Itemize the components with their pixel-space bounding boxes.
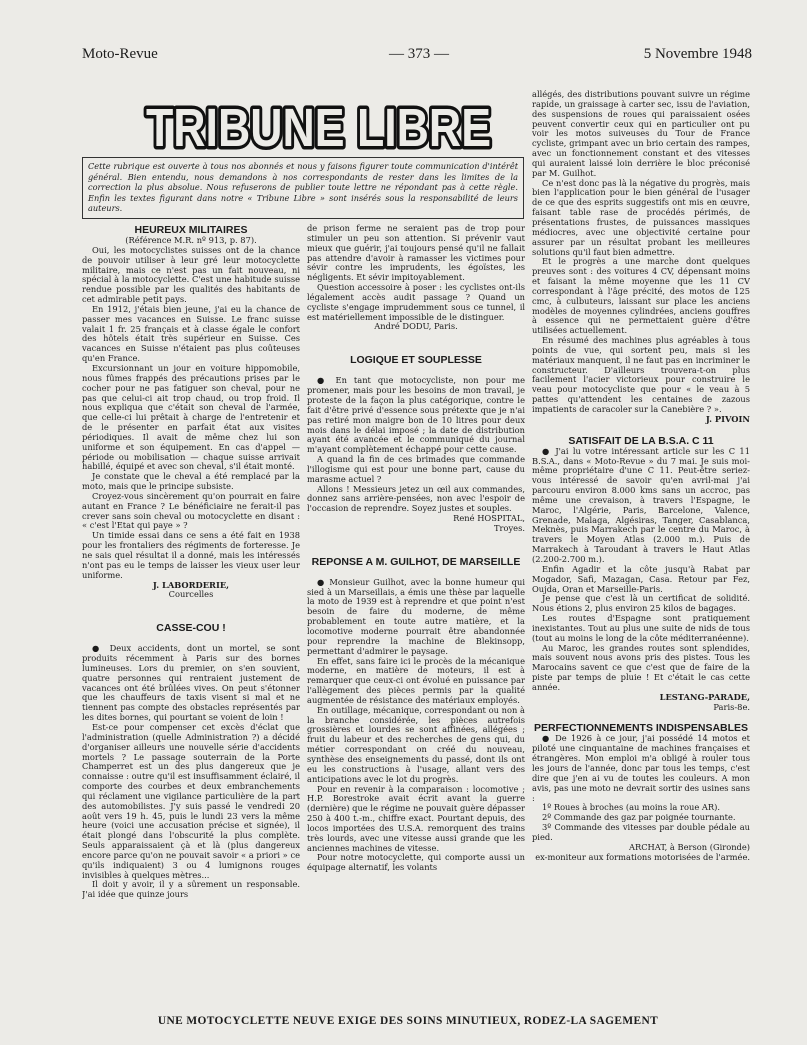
page-header bbox=[82, 46, 752, 70]
paragraph: Les routes d'Espagne sont pratiquement inexistantes. Tout au plus une suite de nids de tous (tout au moins le long de la côte méditerranéenne). bbox=[532, 613, 750, 643]
paragraph: ● J'ai lu votre intéressant article sur les C 11 B.S.A., dans « Moto-Revue » du 7 mai. Je suis moi-même propriétaire d'une C 11. Peut-être seriez-vous intéressé de savoir qu'en avril-mai j'ai parcouru environ 8.000 kms sans un accroc, pas même une crevaison, à travers l'Espagne, le Maroc, l'Algérie, Paris, Barcelone, Valence, Grenade, Malaga, Algésiras, Tanger, Casablanca, Meknès, puis Marrakech par le centre du Maroc, à travers le Moyen Atlas (2.000 m.). Puis de Marrakech à Taroudant à travers le Haut Atlas (2.200-2.700 m.). bbox=[532, 447, 750, 565]
column-3 bbox=[532, 90, 750, 1004]
paragraph: ● De 1926 à ce jour, j'ai possédé 14 motos et piloté une cinquantaine de machines françaises et étrangères. Mon emploi m'a obligé à rouler tous les jours de l'année, donc par tous les temps, c'est dire que j'en ai vu de toutes les couleurs. A mon avis, pas une moto ne devrait sortir des usines sans : bbox=[532, 734, 750, 803]
paragraph: Est-ce pour compenser cet excès d'éclat que l'administration (quelle Administration ?) a décidé d'organiser ailleurs une nouvelle série d'accidents mortels ? Le passage souterrain de la Porte Champerret est un des plus dangereux que je connaisse : outre qu'il est insuffisamment éclairé, il comporte des courbes et deux embranchements qui réclament une vigilance particulière de la part des automobilistes. J'y suis passé le vendredi 20 août vers 19 h. 45, puis le lundi 23 vers la même heure (voici une accusation précise et signée), il était plongé dans l'obscurité la plus complète. Seuls apparaissaient çà et là (plus dangereux encore parce qu'on ne pouvait savoir « a priori » ce qu'ils indiquaient) 3 ou 4 lumignons rouges invisibles à quelques mètres... bbox=[82, 721, 300, 880]
article-reference: (Référence M.R. nº 913, p. 87). bbox=[125, 235, 257, 245]
paragraph: Pour en revenir à la comparaison : locomotive ; H.P. Borestroke avait écrit avant la guerre (dernière) que le régime ne pouvait guère dépasser 250 à 400 t.-m., chiffre exact. Pourtant depuis, des locos importées des U.S.A. remorquent des trains très lourds, avec une vitesse aussi grande que les anciennes machines de vitesse. bbox=[307, 783, 525, 853]
author-place: Courcelles bbox=[168, 589, 214, 600]
author-signature: J. LABORDERIE, bbox=[152, 579, 230, 590]
paragraph: Un timide essai dans ce sens a été fait en 1938 pour les frontaliers des régiments de forteresse. Je ne sais quel résultat il a donné, mais les intéressés n'ont pas eu le temps de laisser les vieux user leur uniforme. bbox=[82, 530, 300, 580]
paragraph: Au Maroc, les grandes routes sont splendides, mais souvent nous avons pris des pistes. Tous les Marocains savent ce que c'est que de faire de la piste par temps de pluie ! Et c'était le cas cette année. bbox=[532, 642, 750, 692]
author-signature: LESTANG-PARADE, bbox=[659, 691, 750, 702]
paragraph: Enfin Agadir et la côte jusqu'à Rabat par Mogador, Safi, Mazagan, Casa. Retour par Fez, Oujda, Oran et Marseille-Paris. bbox=[532, 563, 750, 594]
paragraph: A quand la fin de ces brimades que commande l'illogisme qui est pour une bonne part, cause du marasme actuel ? bbox=[307, 454, 525, 484]
paragraph: Et le progrès a une marche dont quelques preuves sont : des voitures 4 CV, dépensant moins et faisant la même moyenne que les 11 CV correspondant à l'âge précité, des motos de 125 cmc, à culbuteurs, laissant sur place les anciens modèles de moyennes cylindrées, anciens gouffres à essence qui ne permettaient guère d'être utilisées actuellement. bbox=[532, 256, 750, 336]
author-place: Troyes. bbox=[494, 522, 525, 533]
paragraph: En outillage, mécanique, correspondant ou non à la branche considérée, les pièces autrefois grossières et lourdes se sont affinées, allégées ; fruit du labeur et des recherches de gens qui, du métier correspondant on créé du nouveau, synthèse des enseignements du passé, dont ils ont eu les constructions à l'usage, allant vers des anticipations avec le lot du progrès. bbox=[307, 704, 525, 784]
paragraph: Je constate que le cheval a été remplacé par la moto, mais que le principe subsiste. bbox=[82, 471, 300, 492]
paragraph: Ce n'est donc pas là la négative du progrès, mais bien l'application pour le bien général de l'usager de ce que des esprits suggestifs ont mis en œuvre, faisant table rase de procédés périmés, de présentations frustes, de puissances massiques médiocres, avec une objectivité certaine pour assurer par un résultat probant les meilleures solutions qu'il faut bien admettre. bbox=[532, 177, 750, 257]
tribune-libre-logo bbox=[140, 90, 500, 160]
page-footer-slogan: UNE MOTOCYCLETTE NEUVE EXIGE DES SOINS MINUTIEUX, RODEZ-LA SAGEMENT bbox=[157, 1015, 659, 1027]
author-place: ex-moniteur aux formations motorisées de l'armée. bbox=[535, 851, 750, 862]
paragraph: ● Monsieur Guilhot, avec la bonne humeur qui sied à un Marseillais, a émis une thèse par laquelle la moto de 1939 est à reprendre et que point n'est besoin de faire du moderne, de même probablement en toute autre matière, et la locomotive moderne pourrait être abandonnée pour reprendre la machine de Blekinsopp, permettant d'admirer le paysage. bbox=[307, 578, 525, 657]
paragraph: Croyez-vous sincèrement qu'on pourrait en faire autant en France ? Le bénéficiaire ne ferait-il pas crever sans soin cheval ou motocyclette en disant : « c'est l'Etat qui paye » ? bbox=[82, 490, 300, 531]
paragraph: En 1912, j'étais bien jeune, j'ai eu la chance de passer mes vacances en Suisse. Le franc suisse valait 1 fr. 25 français et à classe égale le confort des hôtels était très supérieur en Suisse. Ces vacances en Suisse n'étaient pas plus coûteuses qu'en France. bbox=[82, 303, 300, 364]
author-signature: René HOSPITAL, bbox=[453, 513, 525, 524]
paragraph: ● En tant que motocycliste, non pour me promener, mais pour les besoins de mon travail, je proteste de la façon la plus catégorique, contre le fait d'être privé d'essence sous prétexte que je n'ai pas retiré mon maigre bon de 10 litres pour deux mois dans le délai imposé ; la date de distribution ayant été avancée et le communiqué du journal m'ayant complètement échappé pour cette cause. bbox=[307, 376, 525, 455]
page-number: — 373 — bbox=[389, 46, 449, 62]
paragraph: Il doit y avoir, il y a sûrement un responsable. J'ai idée que quinze jours bbox=[82, 879, 300, 900]
paragraph: Excursionnant un jour en voiture hippomobile, nous fûmes frappés des précautions prises par le cocher pour ne pas fatiguer son cheval, pour ne pas que celui-ci ait trop chaud, ou trop froid. Il nous expliqua que c'était son cheval de l'armée, que celle-ci lui prêtait à charge de l'entretenir et de le présenter en parfait état aux visites périodiques. Il avait de même chez lui son uniforme et son équipement. En cas d'appel — période ou mobilisation — chaque suisse arrivait habillé, équipé et avec son cheval, s'il était monté. bbox=[82, 362, 300, 472]
paragraph: 2º Commande des gaz par poignée tournante. bbox=[542, 812, 736, 823]
svg-text:TRIBUNE LIBRE: TRIBUNE LIBRE bbox=[146, 98, 491, 158]
paragraph: En résumé des machines plus agréables à tous points de vue, qui sortent peu, mais si les matériaux manquent, il ne faut pas en incriminer le constructeur. D'ailleurs trouvera-t-on plus facilement l'acier victorieux pour construire le veau pour motocycliste que pour « le veau à 5 pattes qu'attendent les centaines de zazous impatients de caracoler sur la Canebière ? ». bbox=[532, 335, 750, 414]
article-title-heureux-militaires: HEUREUX MILITAIRES bbox=[134, 224, 248, 236]
author-place: Paris-8e. bbox=[713, 701, 750, 712]
paragraph: Allons ! Messieurs jetez un œil aux commandes, donnez sans arrière-pensées, non avec l'espoir de l'occasion de reprendre. Soyez justes et souples. bbox=[307, 483, 525, 514]
paragraph: de prison ferme ne seraient pas de trop pour stimuler un peu son attention. Si prévenir vaut mieux que guérir, j'ai toujours pensé qu'il ne fallait pas attendre d'avoir à ramasser les victimes pour sévir contre les imprudents, les égoïstes, les négligents. Et sévir impitoyablement. bbox=[307, 224, 525, 283]
issue-date: 5 Novembre 1948 bbox=[643, 46, 752, 62]
paragraph: En effet, sans faire ici le procès de la mécanique moderne, en matière de moteurs, il est à remarquer que ceux-ci ont évolué en puissance par l'allègement des pièces permis par la qualité augmentée de résistance des matériaux employés. bbox=[307, 655, 525, 705]
author-signature: ARCHAT, à Berson (Gironde) bbox=[628, 841, 750, 852]
article-title-logique-souplesse: LOGIQUE ET SOUPLESSE bbox=[350, 354, 482, 367]
article-title-casse-cou: CASSE-COU ! bbox=[156, 622, 226, 635]
article-title-reponse-guilhot: REPONSE A M. GUILHOT, DE MARSEILLE bbox=[311, 555, 521, 568]
rubric-notice: Cette rubrique est ouverte à tous nos abonnés et nous y faisons figurer toute communication d'intérêt général. Bien entendu, nous demandons à nos correspondants de rester dans les limites de la correction la plus absolue. Nous refuserons de publier toute lettre ne répondant pas à cette règle. Enfin les textes figurant dans notre « Tribune Libre » sont insérés sous la responsabilité de leurs auteurs. bbox=[82, 157, 524, 219]
logo-fill: TRIBUNE LIBRE bbox=[146, 98, 491, 158]
article-title-perfectionnements: PERFECTIONNEMENTS INDISPENSABLES bbox=[533, 722, 749, 735]
paragraph: ● Deux accidents, dont un mortel, se sont produits récemment à Paris sur des bornes lumineuses. Lors du premier, on s'en souvient, quatre personnes qui rentraient justement de vacances ont été brûlées vives. On peut s'étonner que les chauffeurs de taxis visent si mal et ne tiennent pas compte des obstacles représentés par les dites bornes, qui pourtant se voient de loin ! bbox=[82, 644, 300, 723]
paragraph: Question accessoire à poser : les cyclistes ont-ils légalement accès audit passage ? Quand un cycliste s'engage imprudemment sous ce tunnel, il est matériellement impossible de le distinguer. bbox=[307, 282, 525, 322]
column-1 bbox=[82, 224, 300, 1004]
article-title-satisfait-bsa: SATISFAIT DE LA B.S.A. C 11 bbox=[568, 434, 714, 447]
paragraph: Pour notre motocyclette, qui comporte aussi un équipage alternatif, les volants bbox=[307, 852, 525, 873]
paragraph: Je pense que c'est là un certificat de solidité. Nous étions 2, plus environ 25 kilos de bagages. bbox=[532, 593, 750, 614]
paragraph: allégés, des distributions pouvant suivre un régime rapide, un graissage à carter sec, issu de l'aviation, des suspensions de roues qui paraissaient osées peuvent convertir ceux qui en particulier ont pu voir les motos suiveuses du Tour de France cycliste, grimpant avec un brio certain des rampes, avec un fonctionnement constant et des vitesses qui auraient laissé loin derrière le bloc préconisé par M. Guilhot. bbox=[532, 90, 750, 178]
author-signature: André DODU, Paris. bbox=[374, 321, 458, 332]
column-2 bbox=[307, 224, 525, 1004]
author-signature: J. PIVOIN bbox=[705, 413, 750, 424]
paragraph: 3º Commande des vitesses par double pédale au pied. bbox=[532, 822, 750, 842]
paragraph: 1º Roues à broches (au moins la roue AR). bbox=[542, 802, 720, 813]
paragraph: Oui, les motocyclistes suisses ont de la chance de pouvoir utiliser à leur gré leur motocyclette militaire, mais ce n'est pas un fait nouveau, ni spécial à la motocyclette. C'est une habitude suisse rendue possible par les qualités des habitants de cet admirable petit pays. bbox=[82, 244, 300, 305]
magazine-name: Moto-Revue bbox=[82, 46, 158, 62]
